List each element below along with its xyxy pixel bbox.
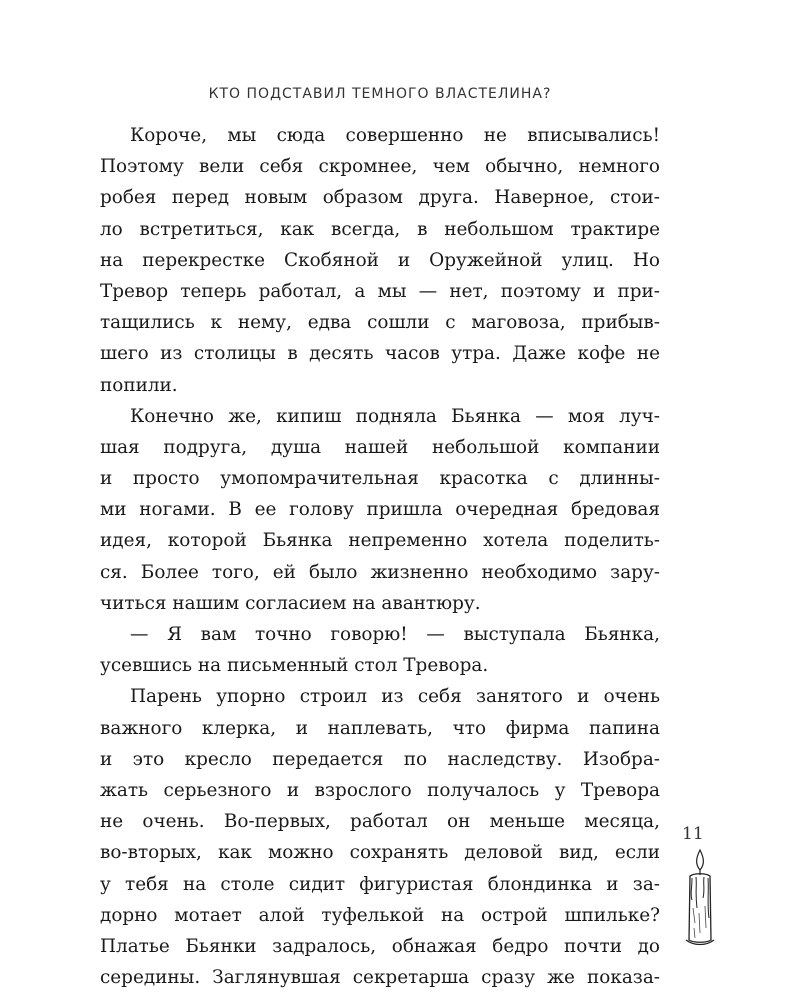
text-line: дорно мотает алой туфелькой на острой шпильке? — [100, 904, 660, 926]
text-line: середины. Заглянувшая секретарша сразу же показа- — [100, 967, 660, 989]
text-line: Конечно же, кипиш подняла Бьянка — моя луч- — [130, 405, 660, 427]
text-line: во-вторых, как можно сохранять деловой вид, если — [100, 842, 660, 864]
candle-icon — [680, 848, 720, 948]
text-line: важного клерка, и наплевать, что фирма папина — [100, 717, 660, 739]
text-line: Поэтому вели себя скромнее, чем обычно, немного — [100, 156, 660, 178]
text-line: Тревор теперь работал, а мы — нет, поэтому и при- — [100, 280, 660, 302]
page-number: 11 — [682, 824, 704, 844]
text-line: шая подруга, душа нашей небольшой компании — [100, 436, 660, 458]
text-line: ми ногами. В ее голову пришла очередная бредовая — [100, 499, 660, 521]
text-line: ся. Более того, ей было жизненно необходимо зару- — [100, 561, 660, 583]
text-line: на перекрестке Скобяной и Оружейной улиц. Но — [100, 249, 660, 271]
running-header: КТО ПОДСТАВИЛ ТЕМНОГО ВЛАСТЕЛИНА? — [208, 86, 552, 102]
text-line: у тебя на столе сидит фигуристая блондинка и за- — [100, 873, 660, 895]
text-line: читься нашим согласием на авантюру. — [100, 592, 481, 614]
body-text — [100, 120, 660, 993]
text-line: попили. — [100, 374, 178, 396]
text-line: жать серьезного и взрослого получалось у Тревора — [100, 779, 660, 801]
text-line: Парень упорно строил из себя занятого и очень — [130, 686, 660, 708]
text-line: идея, которой Бьянка непременно хотела поделить- — [100, 530, 660, 552]
text-line: Платье Бьянки задралось, обнажая бедро почти до — [100, 935, 660, 957]
text-line: шего из столицы в десять часов утра. Даже кофе не — [100, 343, 660, 365]
text-line: не очень. Во-первых, работал он меньше месяца, — [100, 811, 660, 833]
text-line: и просто умопомрачительная красотка с длинны- — [100, 468, 660, 490]
text-line: и это кресло передается по наследству. Изобра- — [100, 748, 660, 770]
text-line: — Я вам точно говорю! — выступала Бьянка, — [130, 624, 660, 645]
text-line: робея перед новым образом друга. Наверное, стои- — [100, 187, 660, 209]
text-line: ло встретиться, как всегда, в небольшом трактире — [100, 218, 660, 240]
text-line: Короче, мы сюда совершенно не вписывались! — [130, 125, 660, 146]
text-line: усевшись на письменный стол Тревора. — [100, 655, 489, 677]
text-line: тащились к нему, едва сошли с маговоза, прибыв- — [100, 312, 660, 334]
